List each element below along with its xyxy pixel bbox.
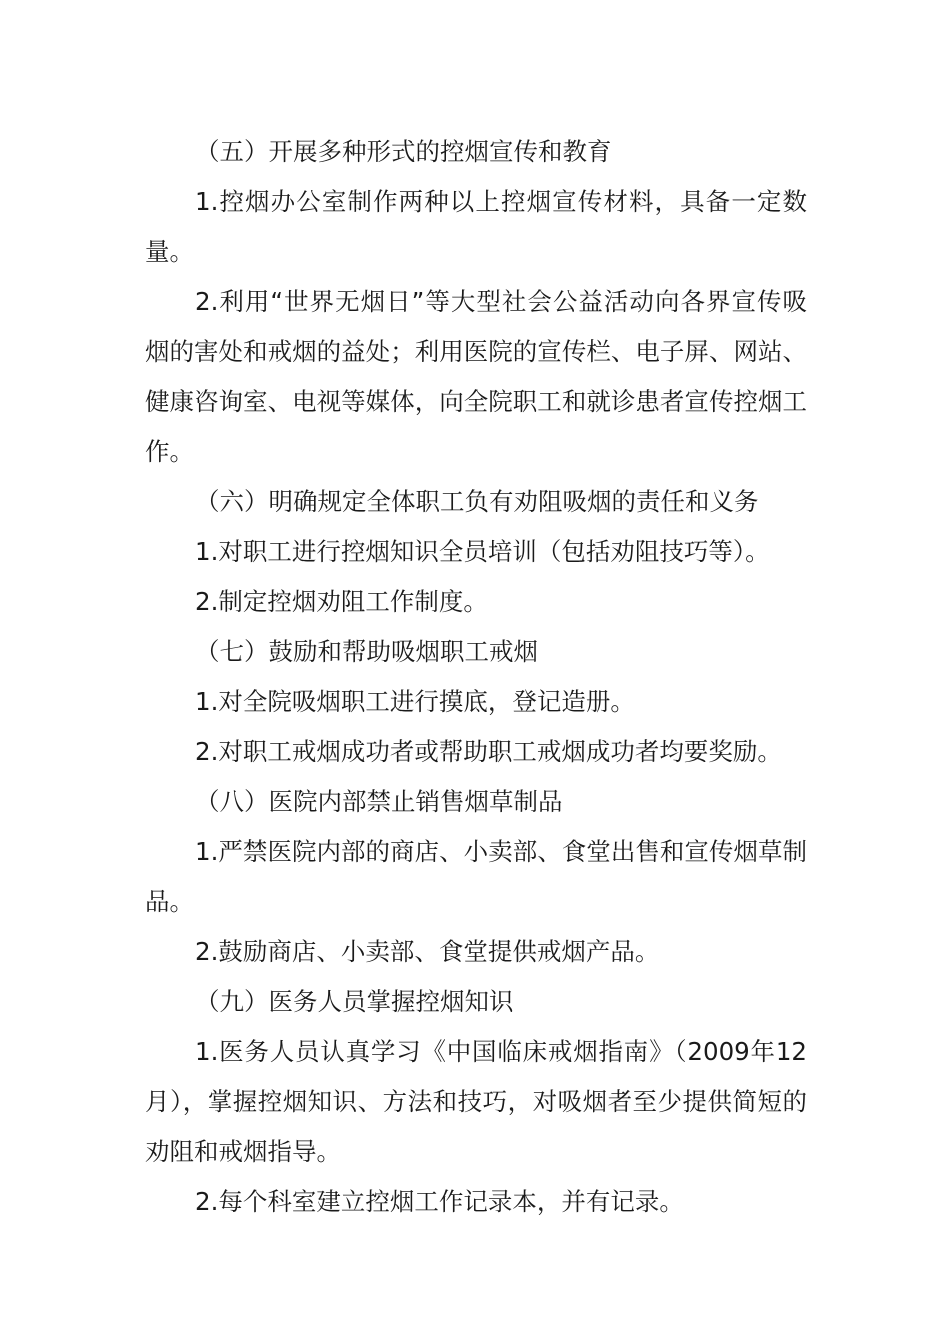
section-heading-6: （六）明确规定全体职工负有劝阻吸烟的责任和义务 — [195, 487, 759, 516]
paragraph-7-2: 2.对职工戒烟成功者或帮助职工戒烟成功者均要奖励。 — [195, 737, 782, 766]
section-heading-9: （九）医务人员掌握控烟知识 — [195, 987, 514, 1016]
paragraph-9-1: 1.医务人员认真学习《中国临床戒烟指南》（2009年12月），掌握控烟知识、方法和技巧，对吸烟者至少提供简短的劝阻和戒烟指导。 — [145, 1037, 807, 1166]
paragraph-6-1: 1.对职工进行控烟知识全员培训（包括劝阻技巧等）。 — [195, 537, 770, 566]
paragraph-8-2: 2.鼓励商店、小卖部、食堂提供戒烟产品。 — [195, 937, 660, 966]
section-heading-8: （八）医院内部禁止销售烟草制品 — [195, 787, 563, 816]
paragraph-7-1: 1.对全院吸烟职工进行摸底，登记造册。 — [195, 687, 635, 716]
paragraph-8-1: 1.严禁医院内部的商店、小卖部、食堂出售和宣传烟草制品。 — [145, 837, 807, 916]
paragraph-9-2: 2.每个科室建立控烟工作记录本，并有记录。 — [195, 1187, 684, 1216]
section-heading-7: （七）鼓励和帮助吸烟职工戒烟 — [195, 637, 538, 666]
section-heading-5: （五）开展多种形式的控烟宣传和教育 — [195, 137, 612, 166]
paragraph-5-1: 1.控烟办公室制作两种以上控烟宣传材料，具备一定数量。 — [145, 187, 807, 266]
paragraph-6-2: 2.制定控烟劝阻工作制度。 — [195, 587, 488, 616]
document-body — [145, 127, 807, 1227]
paragraph-5-2: 2.利用“世界无烟日”等大型社会公益活动向各界宣传吸烟的害处和戒烟的益处；利用医院的宣传栏、电子屏、网站、健康咨询室、电视等媒体，向全院职工和就诊患者宣传控烟工作。 — [145, 287, 807, 466]
